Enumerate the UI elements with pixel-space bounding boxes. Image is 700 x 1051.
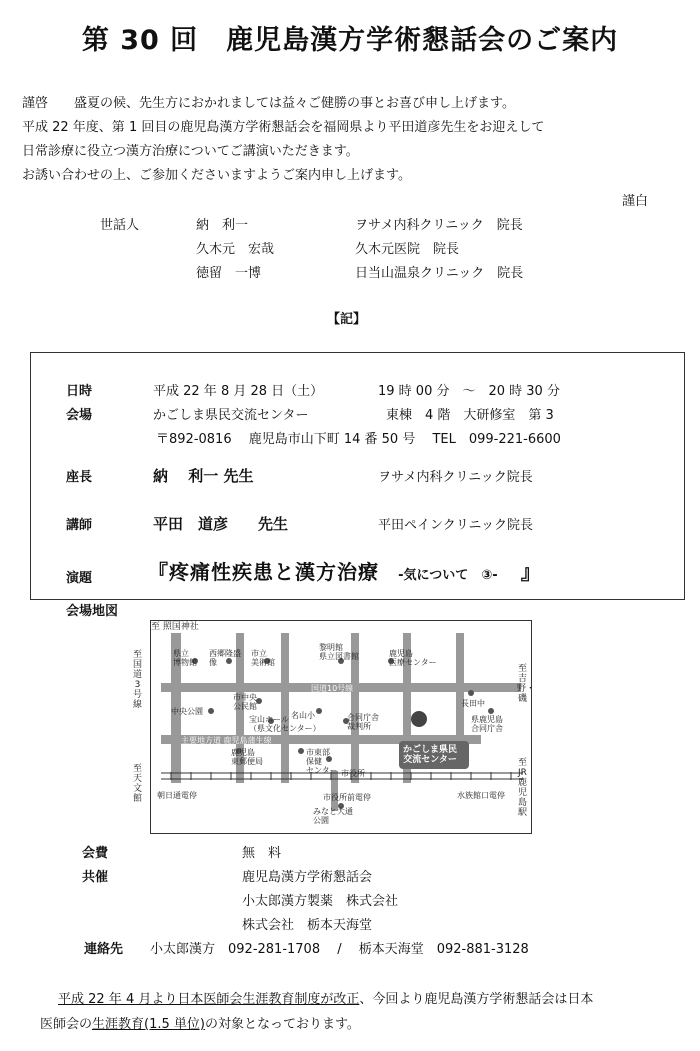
lecturer-label: 講師	[66, 518, 93, 533]
greeting-line-4: お誘い合わせの上、ご参加くださいますようご案内申し上げます。	[22, 168, 411, 183]
map-label-kengodo: 県鹿児島 合同庁舎	[471, 715, 503, 733]
map-label-art-museum: 市立 美術館	[251, 649, 275, 667]
chair-affiliation: ヲサメ内科クリニック院長	[378, 470, 533, 485]
map-label-jr-station: 至JR鹿児島駅	[517, 758, 527, 818]
contact-info: 小太郎漢方 092-281-1708 / 栃本天海堂 092-881-3128	[150, 942, 529, 957]
venue-room: 東棟 4 階 大研修室 第 3	[386, 408, 554, 423]
map-label-nagatacho: 長田中	[461, 699, 485, 708]
fee-label: 会費	[82, 846, 109, 861]
cohost-3: 株式会社 栃本天海堂	[242, 918, 373, 933]
map-label-hoken-hall: 宝山ホール （県文化センター）	[249, 715, 321, 733]
event-time: 19 時 00 分 ～ 20 時 30 分	[378, 384, 560, 399]
map-label-route10: 国道10号線	[311, 684, 354, 693]
cohost-1: 鹿児島漢方学術懇話会	[242, 870, 373, 885]
map-label-godochosha: 合同庁舎 裁判所	[347, 713, 379, 731]
venue-address: 〒892-0816 鹿児島市山下町 14 番 50 号 TEL 099-221-6600	[156, 432, 561, 447]
lecturer-name: 平田 道彦 先生	[153, 515, 289, 533]
map-label-meizan: 名山小	[291, 711, 315, 720]
event-date: 平成 22 年 8 月 28 日（土）	[153, 384, 324, 399]
map-label-minato-park: みなと大通 公園	[313, 807, 353, 825]
topic-open-bracket: 『	[148, 560, 169, 584]
footer-underlined-text: 生涯教育(1.5 単位)	[92, 1017, 205, 1032]
lecture-title	[148, 556, 542, 585]
fee-value: 無 料	[242, 846, 282, 861]
map-label-health-center: 市東部 保健 センター	[306, 748, 338, 775]
organizer-affiliation: ヲサメ内科クリニック 院長	[355, 218, 523, 233]
organizer-name: 徳留 一博	[196, 266, 262, 281]
organizer-name: 久木元 宏哉	[196, 242, 275, 257]
map-label-yoshino: 至吉野・磯	[517, 664, 536, 704]
map-label-post-office: 鹿児島 東郵便局	[231, 748, 263, 766]
map-label-prefectural-road: 主要地方道 鹿児島蒲生線	[181, 736, 272, 745]
footer-line-2	[40, 1013, 360, 1032]
map-label-chuo-park: 中央公園	[171, 707, 203, 716]
map-label-aquarium-stop: 水族館口電停	[457, 791, 505, 800]
organizer-affiliation: 日当山温泉クリニック 院長	[355, 266, 524, 281]
map-label-asahi-stop: 朝日通電停	[157, 791, 197, 800]
venue-label: 会場	[66, 408, 93, 423]
footer-line-1	[58, 988, 593, 1007]
map-label-medical-center: 鹿児島 医療センター	[389, 649, 437, 667]
venue-marker	[411, 711, 427, 727]
map-label-shokonsha: 至 照国神社	[151, 622, 199, 632]
greeting-line-2: 平成 22 年度、第 1 回目の鹿児島漢方学術懇話会を福岡県より平田道彦先生をお迎えして	[22, 120, 545, 135]
topic-main: 疼痛性疾患と漢方治療	[169, 560, 379, 584]
topic-label: 演題	[66, 571, 93, 586]
lecturer-affiliation: 平田ペインクリニック院長	[378, 518, 533, 533]
ki-heading: 【記】	[327, 312, 367, 327]
map-label-reimeikan: 黎明館 県立図書館	[319, 643, 359, 661]
topic-subtitle: -気について ③-	[398, 568, 498, 583]
footer-text: 、今回より鹿児島漢方学術懇話会は日本	[359, 992, 594, 1007]
map-label-city-hall: 市役所	[341, 769, 365, 778]
map-label-museum: 県立 博物館	[173, 649, 197, 667]
footer-text: 医師会の	[40, 1017, 93, 1032]
organizers-label: 世話人	[100, 218, 140, 233]
greeting-line-1: 謹啓 盛夏の候、先生方におかれましては益々ご健勝の事とお喜び申し上げます。	[22, 96, 515, 111]
cohost-label: 共催	[82, 870, 109, 885]
cohost-2: 小太郎漢方製薬 株式会社	[242, 894, 399, 909]
closing-word: 謹白	[622, 194, 649, 209]
datetime-label: 日時	[66, 384, 93, 399]
map-label-kominkan: 市中央 公民館	[233, 693, 257, 711]
organizer-affiliation: 久木元医院 院長	[355, 242, 460, 257]
footer-text: の対象となっております。	[204, 1017, 360, 1032]
organizer-name: 納 利一	[196, 218, 249, 233]
map-label-route3: 至国道3号線	[132, 650, 142, 710]
map-label-saigo: 西郷隆盛 像	[209, 649, 241, 667]
greeting-line-3: 日常診療に役立つ漢方治療についてご講演いただきます。	[22, 144, 359, 159]
map-heading: 会場地図	[66, 604, 119, 619]
map-label-tenmonkan: 至天文館	[132, 764, 142, 804]
page-title: 第 30 回 鹿児島漢方学術懇話会のご案内	[81, 25, 619, 56]
contact-label: 連絡先	[84, 942, 124, 957]
map-label-city-hall-stop: 市役所前電停	[323, 793, 371, 802]
venue-map	[150, 620, 536, 834]
chair-label: 座長	[66, 470, 93, 485]
chair-name: 納 利一 先生	[153, 467, 254, 485]
topic-close-bracket: 』	[520, 560, 542, 584]
map-label-venue: かごしま県民 交流センター	[403, 745, 458, 765]
venue-name: かごしま県民交流センター	[153, 408, 309, 423]
footer-underlined-text: 平成 22 年 4 月より日本医師会生涯教育制度が改正	[58, 992, 360, 1007]
